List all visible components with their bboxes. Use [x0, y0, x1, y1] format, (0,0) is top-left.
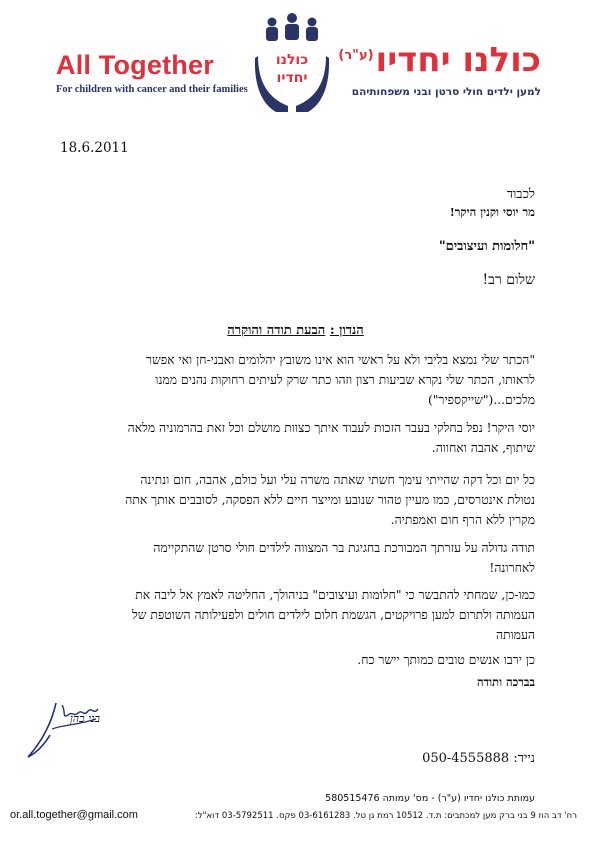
paragraph-line: לאחרונה! — [489, 561, 535, 575]
paragraph-5 — [52, 585, 535, 645]
paragraph-1 — [52, 350, 535, 410]
paragraph-line: מלכים...("שייקספיר") — [427, 393, 535, 407]
paragraph-line: מקרין ללא הרף חום ואמפתיה. — [390, 513, 535, 527]
paragraph-line: "הכתר שלי נמצא בליבי ולא על ראשי הוא אינו משובץ יהלומים ואבני-חן ואי אפשר — [145, 353, 535, 367]
mobile-contact — [422, 750, 535, 766]
greeting: שלום רב! — [482, 272, 535, 288]
subject-text: הבעת תודה והוקרה — [227, 323, 326, 338]
paragraph-line: העמותה — [495, 628, 535, 642]
paragraph-line: העמותה ולתרום למען פרויקטים, הגשמת חלום לילדים חולים ולפעילותה השוטפת של — [131, 608, 535, 622]
brand-name-he — [334, 40, 541, 80]
paragraph-line: שיתוף, אהבה ואחווה. — [431, 441, 535, 455]
footer-address: רח' דב הוז 9 בני ברק מען למכתבים: ת.ד. 10512 רמת גן טל. 03-6161283 פקס. 03-5792511 דוא"ל: — [194, 811, 577, 821]
mobile-label: נייד: — [513, 751, 535, 766]
brand-name-he-suffix: (ע"ר) — [338, 47, 374, 63]
recipient-organization: "חלומות ועיצובים" — [438, 239, 535, 254]
paragraph-line: תודה גדולה על עזרתך המבורכת בחגיגת בר המצווה לילדים חולי סרטן שהתקיימה — [153, 541, 535, 555]
logo-word-1: כולנו — [275, 52, 309, 68]
logo-word-2: יחדיו — [276, 70, 308, 86]
tagline-he: למען ילדים חולי סרטן ובני משפחותיהם — [351, 86, 541, 98]
recipient-name: מר יוסי וקנין היקר! — [449, 205, 535, 219]
paragraph-2 — [52, 418, 535, 458]
brand-name-en: All Together — [56, 50, 214, 80]
paragraph-line: כל יום וכל דקה שהייתי עימך חשתי שאתה משרה עלי ועל כולם, אהבה, חום ונתינה — [140, 473, 535, 487]
paragraph-4 — [52, 538, 535, 578]
footer-email-link[interactable]: or.all.together@gmail.com — [10, 809, 138, 821]
tagline-en: For children with cancer and their families — [56, 84, 248, 95]
paragraph-line: לראותו, הכתר שלי נקרא שביעות רצון וזהו כתר שרק לעיתים רחוקות נהנים ממנו — [155, 373, 535, 387]
subject-label: הנדון : — [329, 323, 364, 338]
mobile-number: 050-4555888 — [422, 751, 510, 766]
letter-subject — [0, 322, 591, 338]
paragraph-line: כן ירבו אנשים טובים כמותך יישר כח. — [357, 653, 535, 667]
recipient-salutation: לכבוד — [506, 187, 535, 202]
footer-organization: עמותת כולנו יחדיו (ע"ר) - מס' עמותה 580515476 — [325, 793, 535, 804]
paragraph-line: יוסי היקר! נפל בחלקי בעבר הזכות לעבוד איתך כצוות מושלם וכל זאת בהרמוניה מלאה — [127, 421, 535, 435]
closing: בברכה ותודה — [476, 675, 535, 689]
paragraph-line: נטולת אינטרסים, כמו מעיין טהור שנובע ומייצר חיים ללא הפסקה, לסובבים אותך אתה — [125, 493, 535, 507]
paragraph-line: כמו-כן, שמחתי להתבשר כי "חלומות ועיצובים" בניהולך, החליטה לאמץ אל ליבה את — [135, 588, 535, 602]
letter-date: 18.6.2011 — [60, 140, 129, 156]
paragraph-6 — [52, 650, 535, 670]
paragraph-3 — [52, 470, 535, 530]
people-icon — [266, 13, 318, 41]
signature-name: בני כהן — [70, 712, 100, 725]
organization-logo — [254, 12, 330, 114]
handwritten-signature — [22, 695, 102, 765]
brand-name-he-text: כולנו יחדיו — [375, 40, 541, 80]
